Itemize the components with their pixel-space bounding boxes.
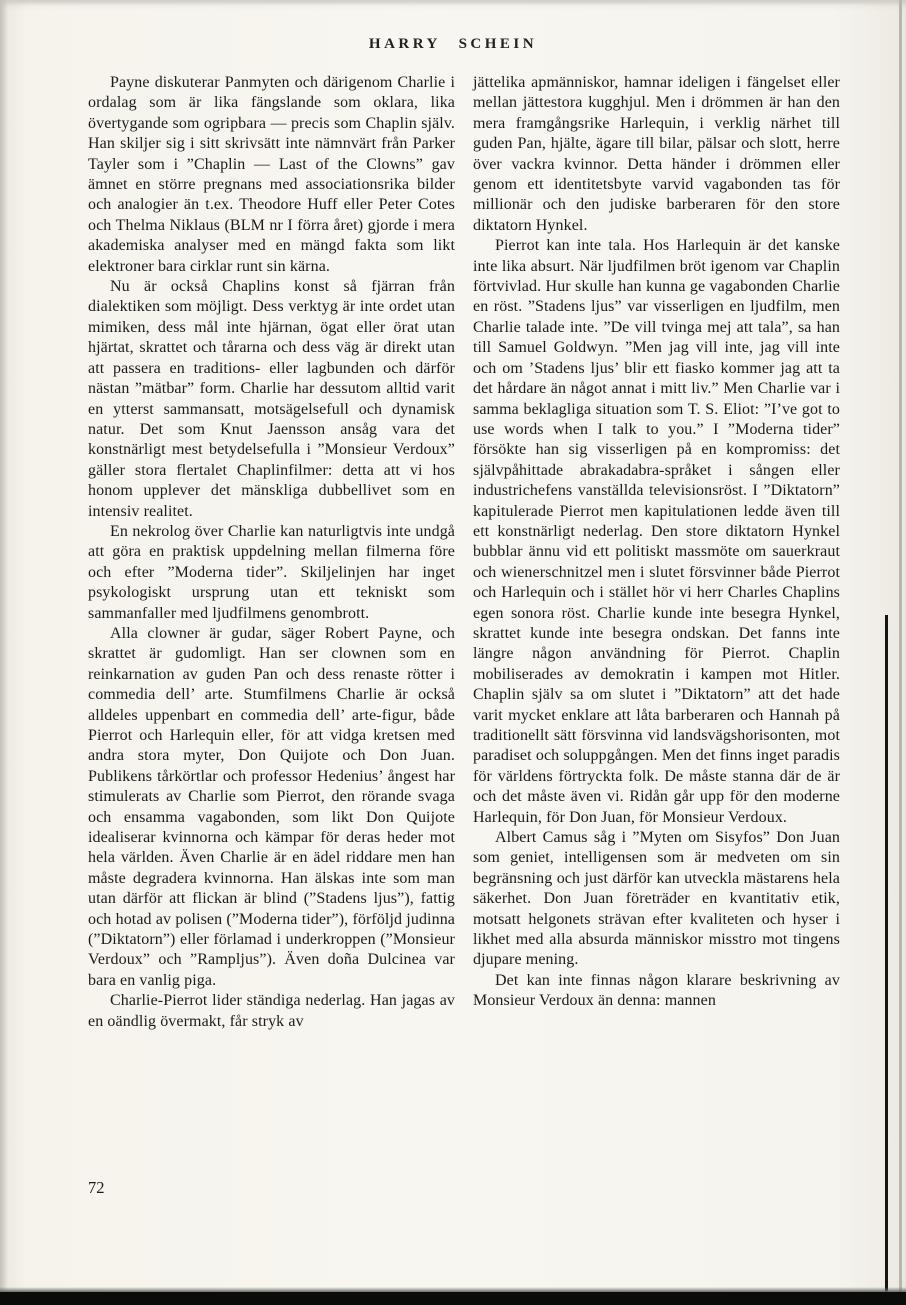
scan-edge-top <box>0 0 906 5</box>
scan-edge-bottom <box>0 1292 906 1305</box>
paragraph: Charlie-Pierrot lider ständiga nederlag. Han jagas av en oändlig övermakt, får stryk av <box>88 992 455 1030</box>
paragraph: Alla clowner är gudar, säger Robert Payne, och skrattet är gudomligt. Han ser clownen som en reinkarnation av guden Pan och dess renaste rötter i commedia dell’ arte. Stumfilmens Charlie är också alldeles uppenbart en commedia dell’ arte-figur, både Pierrot och Harlequin eller, för att vidga kretsen med andra stora myter, Don Quijote och Don Juan. Publikens tårkörtlar och professor Hedenius’ ångest har stimulerats av Charlie som Pierrot, den rörande svaga och ensamma vagabonden, som likt Don Quijote idealiserar kvinnorna och kämpar för deras heder mot hela världen. Även Charlie är en ädel riddare men han måste degradera kvinnorna. Han älskas inte som man utan därför att flickan är blind (”Stadens ljus”), fattig och hotad av polisen (”Moderna tider”), förföljd judinna (”Diktatorn”) eller förlamad i underkroppen (”Monsieur Verdoux” och ”Rampljus”). Även doña Dulcinea var bara en vanlig piga. <box>88 624 455 989</box>
paragraph: Nu är också Chaplins konst så fjärran från dialektiken som möjligt. Dess verktyg är inte ordet utan mimiken, dess mål inte hjärnan, ögat eller örat utan hjärtat, skrattet och tårarna och dess väg är direkt utan att passera en traditions- eller lagbunden och därför nästan ”mätbar” form. Charlie har dessutom alltid varit en ytterst sammansatt, motsägelsefull och dynamisk natur. Det som Knut Jaensson ansåg vara det konstnärligt mest betydelsefulla i ”Monsieur Verdoux” gäller stora flertalet Chaplinfilmer: detta att vi hos honom upplever det mänskliga dubbellivet som en intensiv realitet. <box>88 278 455 520</box>
paragraph: Pierrot kan inte tala. Hos Harlequin är det kanske inte lika absurt. När ljudfilmen bröt igenom var Chaplin förtvivlad. Hur skulle han kunna ge vagabonden Charlie en röst. ”Stadens ljus” var visserligen en ljudfilm, men Charlie talade inte. ”De vill tvinga mej att tala”, sa han till Samuel Goldwyn. ”Men jag vill inte, jag vill inte och om ’Stadens ljus’ blir ett fiasko kommer jag att ta det hårdare än något annat i mitt liv.” Men Charlie var i samma beklagliga situation som T. S. Eliot: ”I’ve got to use words when I talk to you.” I ”Moderna tider” försökte han sig visserligen på en kompromiss: det självpåhittade abrakadabra-språket i sången eller industrichefens vanställda televisionsröst. I ”Diktatorn” kapitulerade Pierrot men kapitulationen ledde även till ett konstnärligt nederlag. Den store diktatorn Hynkel bubblar ännu vid ett politiskt massmöte om sauerkraut och wienerschnitzel men i slutet försvinner både Pierrot och Harlequin och i stället hör vi herr Charles Chaplins egen sonora röst. Charlie kunde inte besegra Hynkel, skrattet kunde inte besegra ondskan. Det fanns inte längre någon användning för Pierrot. Chaplin mobiliserades av demokratin i kampen mot Hitler. Chaplin själv sa om slutet i ”Diktatorn” att det hade varit mycket enklare att låta barberaren och Hannah på traditionellt sätt försvinna vid landsvägshorisonten, mot paradiset och soluppgången. Men det finns inget paradis för världens förtryckta folk. De måste stanna där de är och det måste även vi. Ridån går upp för den moderne Harlequin, för Don Juan, för Monsieur Verdoux. <box>473 237 840 826</box>
paragraph-continuation: jättelika apmänniskor, hamnar ideligen i fängelset eller mellan jättestora kugghjul. Men i drömmen är han den mera framgångsrike Harlequin, i verklig närhet till guden Pan, hjälte, ägare till bilar, pälsar och slott, herre över vackra kvinnor. Detta händer i drömmen eller genom ett identitetsbyte varvid vagabonden tas för millionär och den judiske barberaren för den store diktatorn Hynkel. <box>473 74 840 234</box>
right-column <box>473 73 840 1032</box>
page-number: 72 <box>88 1178 105 1197</box>
paragraph: Albert Camus såg i ”Myten om Sisyfos” Don Juan som geniet, intelligensen som är medveten om sin begränsning och just därför kan utveckla mästarens hela säkerhet. Don Juan företräder en kvantitativ etik, motsatt helgonets strävan efter kvaliteten och hyser i likhet med alla absurda människor misstro mot tingens djupare mening. <box>473 829 840 969</box>
text-columns <box>0 73 906 1032</box>
left-column <box>88 73 455 1032</box>
scan-edge-bottom-fade <box>0 1287 906 1292</box>
paragraph: Det kan inte finnas någon klarare beskrivning av Monsieur Verdoux än denna: mannen <box>473 971 840 1010</box>
paragraph: Payne diskuterar Panmyten och därigenom Charlie i ordalag som är lika fängslande som oklara, lika övertygande som ogripbara — precis som Chaplin själv. Han skiljer sig i sitt skrivsätt inte nämnvärt från Parker Tayler som i ”Chaplin — Last of the Clowns” gav ämnet en större pregnans med associationsrika bilder och analogier än t.ex. Theodore Huff eller Peter Cotes och Thelma Niklaus (BLM nr I förra året) gjorde i mera akademiska analyser med en mängd fakta som likt elektroner bara cirklar runt sin kärna. <box>88 74 455 275</box>
paragraph: En nekrolog över Charlie kan naturligtvis inte undgå att göra en praktisk uppdelning mellan filmerna före och efter ”Moderna tider”. Skiljelinjen har inget psykologiskt ursprung utan ett tekniskt som sammanfaller med ljudfilmens genombrott. <box>88 522 455 622</box>
running-head <box>0 36 906 58</box>
page-header-title: HARRY SCHEIN <box>368 36 538 52</box>
